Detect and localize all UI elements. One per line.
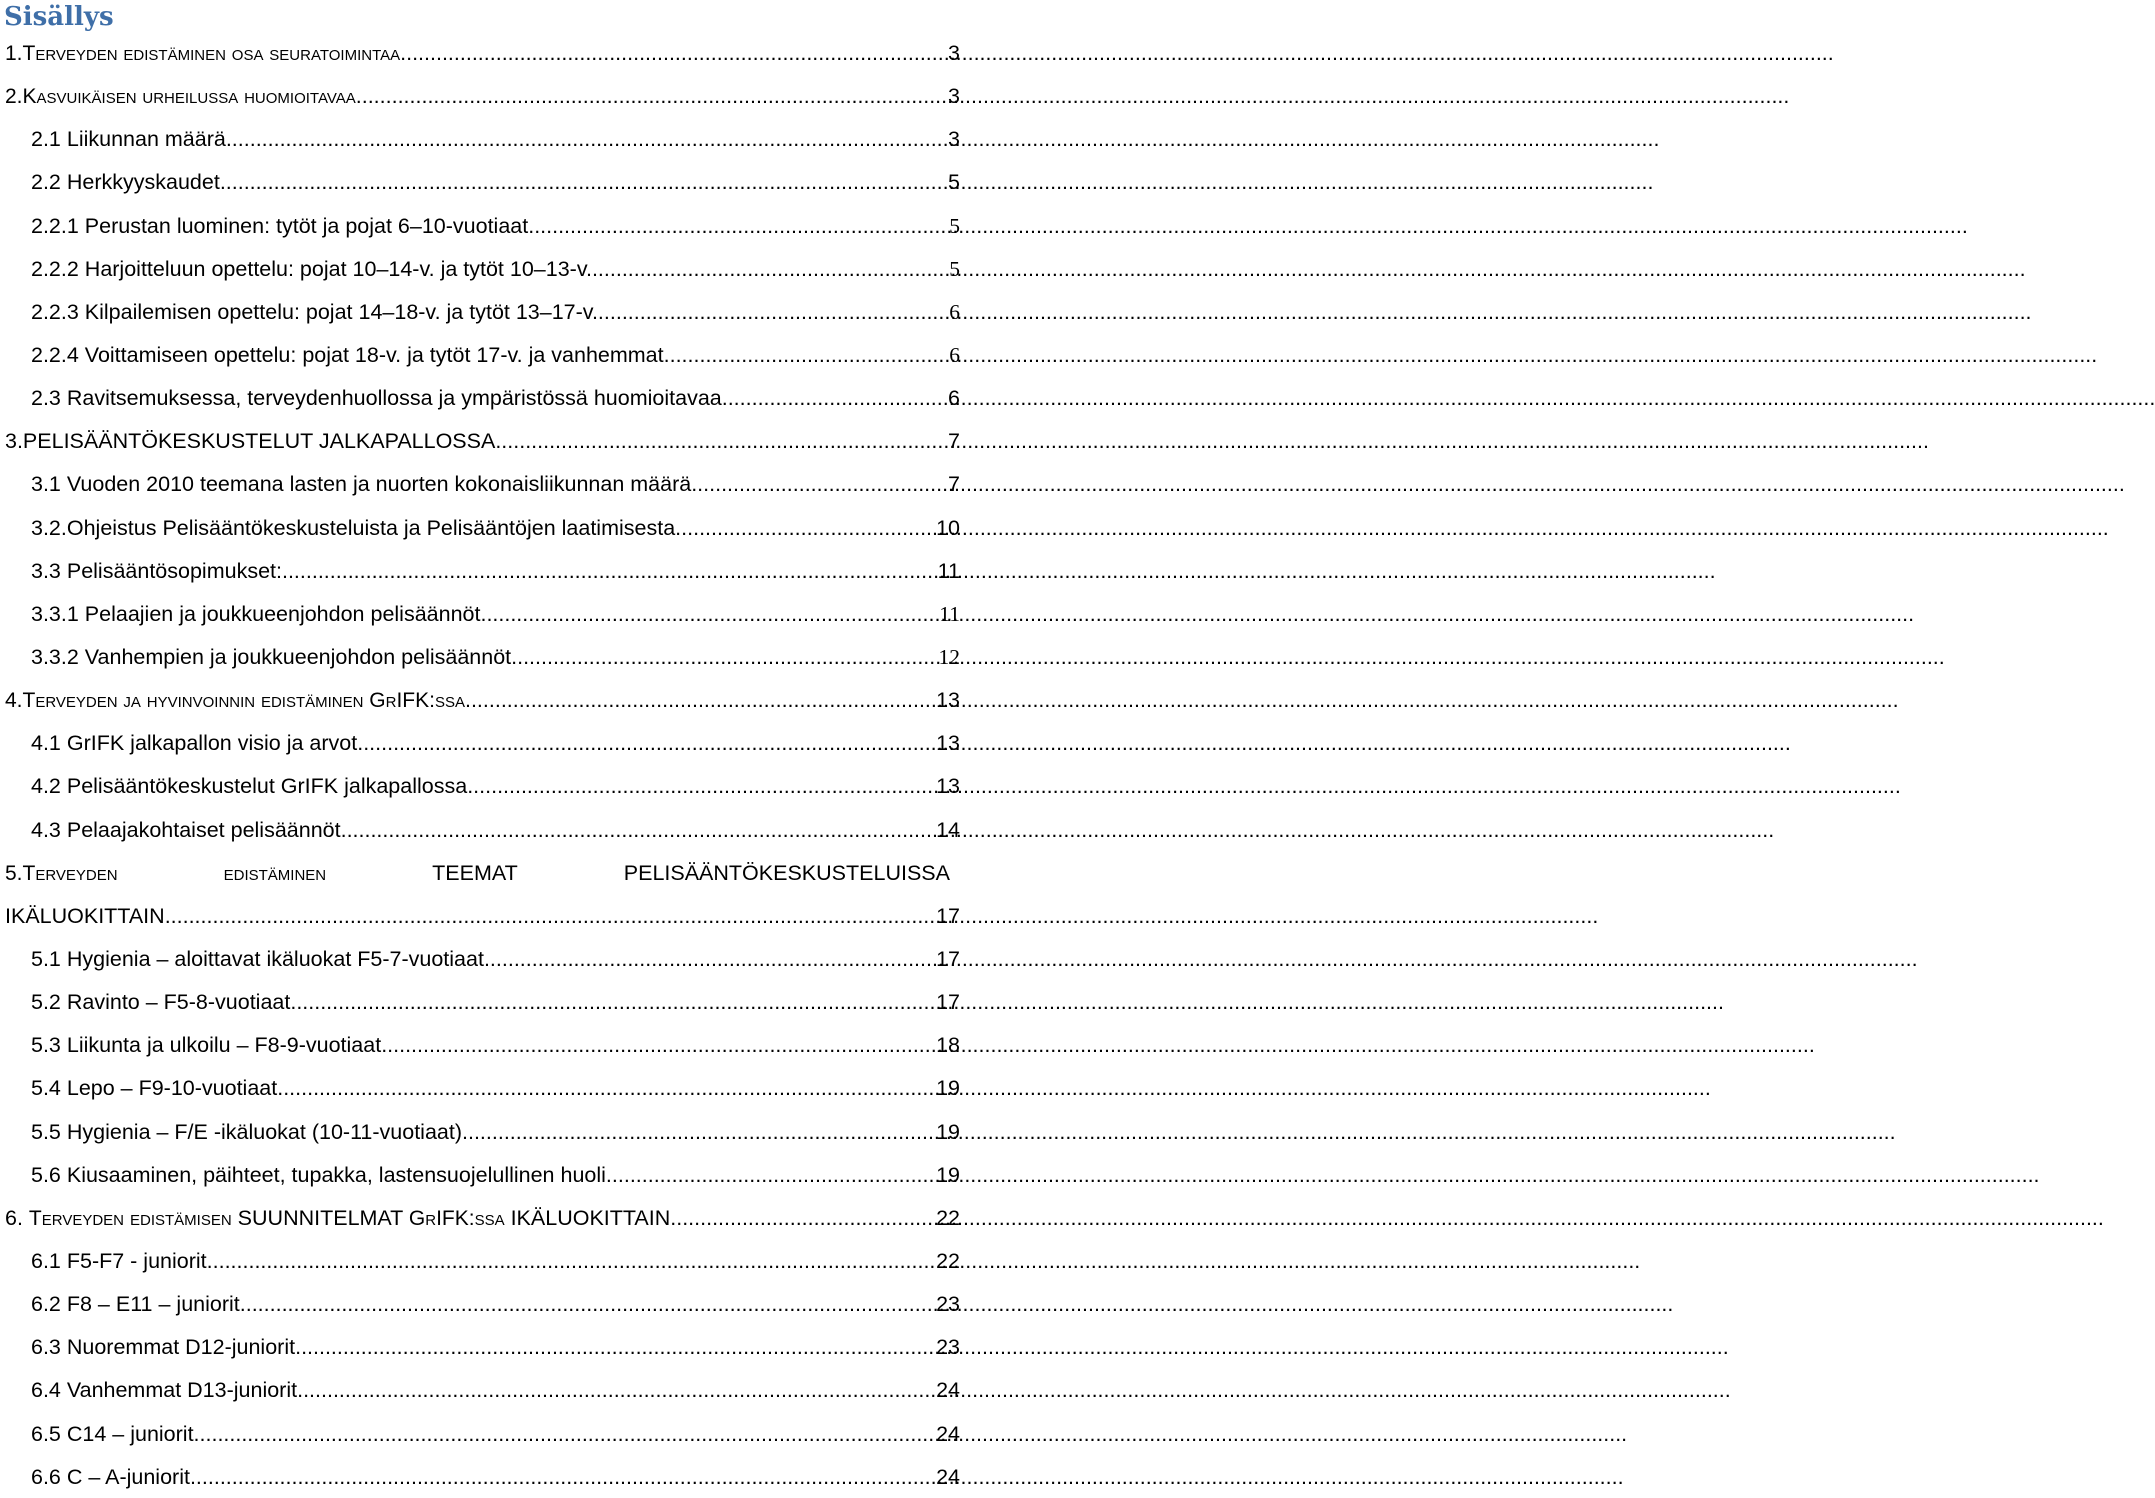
- toc-entry-label: 3.3 Pelisääntösopimukset:: [31, 558, 282, 583]
- toc-entry[interactable]: [0, 980, 960, 1023]
- toc-dot-leader: [220, 167, 947, 197]
- toc-entry-label: 3.3.2 Vanhempien ja joukkueenjohdon pelisäännöt: [31, 644, 512, 669]
- toc-entry[interactable]: [0, 635, 960, 678]
- toc-dot-leader: [356, 81, 947, 111]
- toc-entry[interactable]: [0, 1066, 960, 1109]
- toc-page-number: 5: [949, 256, 960, 281]
- toc-entry-label: 5.1 Hygienia – aloittavat ikäluokat F5-7-vuotiaat: [31, 946, 484, 971]
- toc-page-number: 5: [948, 170, 960, 195]
- toc-page-number: 17: [936, 903, 960, 928]
- toc-entry-label: 2.1 Liikunnan määrä: [31, 127, 226, 152]
- toc-entry-label: 5.2 Ravinto – F5-8-vuotiaat: [31, 990, 291, 1015]
- toc-dot-leader: [598, 297, 948, 327]
- toc-entry-label: 4.1 GrIFK jalkapallon visio ja arvot: [31, 731, 358, 756]
- toc-dot-leader: [297, 1375, 935, 1405]
- toc-entry[interactable]: [0, 678, 960, 721]
- toc-entry-label: 3.3.1 Pelaajien ja joukkueenjohdon pelisäännöt: [31, 601, 481, 626]
- toc-entry-label: 2.Kasvuikäisen urheilussa huomioitavaa: [5, 85, 356, 109]
- toc-entry[interactable]: [0, 506, 960, 549]
- toc-dot-leader: [290, 987, 935, 1017]
- toc-dot-leader: [465, 685, 935, 715]
- toc-dot-leader: [670, 1203, 935, 1233]
- toc-page-number: 24: [936, 1464, 960, 1489]
- toc-page-number: 11: [939, 601, 960, 626]
- toc-entry[interactable]: [0, 1196, 960, 1239]
- toc-page-number: 22: [936, 1248, 960, 1273]
- toc-entry[interactable]: [0, 117, 960, 160]
- toc-page-number: 14: [936, 817, 960, 842]
- toc-dot-leader: [511, 642, 937, 672]
- toc-page-number: 6: [949, 342, 960, 367]
- toc-dot-leader: [295, 1332, 935, 1362]
- toc-page-number: 7: [948, 472, 960, 497]
- toc-entry-5-line1: [0, 851, 950, 894]
- toc-dot-leader: [357, 728, 935, 758]
- toc-entry[interactable]: [0, 290, 960, 333]
- toc-page-number: 3: [948, 84, 960, 109]
- toc-entry[interactable]: [0, 462, 960, 505]
- toc-entry-label: 3.PELISÄÄNTÖKESKUSTELUT JALKAPALLOSSA: [5, 429, 496, 454]
- toc-entry-label: 5.5 Hygienia – F/E -ikäluokat (10-11-vuotiaat): [31, 1119, 463, 1144]
- toc-dot-leader: [534, 211, 948, 241]
- toc-page-number: 24: [936, 1421, 960, 1446]
- toc-entry-label: 2.2.1 Perustan luominen: tytöt ja pojat 6–10-vuotiaat.: [31, 213, 535, 238]
- toc-entry-5-word: PELISÄÄNTÖKESKUSTELUISSA: [623, 860, 950, 885]
- toc-page-number: 24: [936, 1378, 960, 1403]
- toc-entry[interactable]: [0, 764, 960, 807]
- table-of-contents: [0, 31, 960, 1498]
- toc-dot-leader: [495, 426, 947, 456]
- toc-entry-label: 2.2 Herkkyyskaudet: [31, 170, 220, 195]
- toc-entry[interactable]: [0, 721, 960, 764]
- toc-entry[interactable]: [0, 333, 960, 376]
- toc-dot-leader: [341, 815, 935, 845]
- toc-page-number: 12: [938, 644, 960, 669]
- toc-page-number: 19: [936, 1162, 960, 1187]
- toc-entry[interactable]: [0, 1412, 960, 1455]
- toc-dot-leader: [282, 556, 937, 586]
- toc-entry-5[interactable]: [0, 851, 960, 937]
- toc-entry-label: 6.5 C14 – juniorit: [31, 1421, 194, 1446]
- toc-page-number: 22: [936, 1205, 960, 1230]
- toc-dot-leader: [381, 1030, 935, 1060]
- toc-entry[interactable]: [0, 376, 960, 419]
- toc-entry-label: 3.2.Ohjeistus Pelisääntökeskusteluista ja Pelisääntöjen laatimisesta: [31, 515, 676, 540]
- toc-dot-leader: [467, 771, 935, 801]
- toc-dot-leader: [194, 1419, 936, 1449]
- toc-entry-5-line2: [0, 894, 960, 937]
- toc-entry-5-word: 5.Terveyden: [5, 861, 118, 885]
- toc-entry[interactable]: [0, 247, 960, 290]
- toc-entry-label: 5.6 Kiusaaminen, päihteet, tupakka, lastensuojelullinen huoli: [31, 1162, 606, 1187]
- toc-entry-label: 5.4 Lepo – F9-10-vuotiaat: [31, 1076, 278, 1101]
- toc-page-number: 3: [948, 41, 960, 65]
- toc-page-number: 6: [948, 386, 960, 411]
- toc-page-number: 6: [949, 299, 960, 324]
- toc-page-number: 13: [936, 688, 960, 713]
- toc-page-number: 18: [936, 1033, 960, 1058]
- toc-entry[interactable]: [0, 1239, 960, 1282]
- toc-entry[interactable]: [0, 549, 960, 592]
- toc-entry-label: 4.3 Pelaajakohtaiset pelisäännöt: [31, 817, 341, 842]
- toc-entry-label: 3.1 Vuoden 2010 teemana lasten ja nuorten kokonaisliikunnan määrä: [31, 472, 692, 497]
- toc-dot-leader: [400, 38, 947, 68]
- toc-page-number: 10: [936, 515, 960, 540]
- toc-dot-leader: [190, 1462, 935, 1492]
- toc-entry[interactable]: [0, 592, 960, 635]
- toc-entry[interactable]: [0, 1368, 960, 1411]
- toc-dot-leader: [240, 1289, 935, 1319]
- toc-entry-label: 6. Terveyden edistämisen SUUNNITELMAT GrIFK:ssa IKÄLUOKITTAIN: [5, 1205, 671, 1230]
- toc-entry-label: 6.4 Vanhemmat D13-juniorit: [31, 1378, 298, 1403]
- toc-dot-leader: [691, 469, 947, 499]
- toc-entry[interactable]: [0, 1110, 960, 1153]
- toc-entry-label: 5.3 Liikunta ja ulkoilu – F8-9-vuotiaat: [31, 1033, 382, 1058]
- toc-entry[interactable]: [0, 808, 960, 851]
- toc-dot-leader: [207, 1246, 935, 1276]
- toc-entry[interactable]: [0, 1153, 960, 1196]
- toc-dot-leader: [484, 944, 935, 974]
- toc-entry-label: 4.Terveyden ja hyvinvoinnin edistäminen GrIFK:ssa: [5, 689, 465, 713]
- toc-entry-label: 1.Terveyden edistäminen osa seuratoimintaa: [5, 42, 401, 65]
- toc-entry[interactable]: [0, 160, 960, 203]
- toc-page-number: 17: [936, 946, 960, 971]
- toc-entry[interactable]: [0, 1455, 960, 1498]
- toc-entry-label: 2.2.2 Harjoitteluun opettelu: pojat 10–14-v. ja tytöt 10–13-v.: [31, 256, 592, 281]
- toc-entry[interactable]: [0, 937, 960, 980]
- toc-entry-5-word: edistäminen: [223, 861, 327, 885]
- toc-entry-label: 6.2 F8 – E11 – juniorit: [31, 1292, 240, 1317]
- toc-entry[interactable]: [0, 419, 960, 462]
- toc-dot-leader: [165, 901, 935, 931]
- toc-page-number: 13: [936, 774, 960, 799]
- toc-entry[interactable]: [0, 1023, 960, 1066]
- toc-dot-leader: [664, 340, 949, 370]
- toc-title: Sisällys: [4, 2, 114, 32]
- toc-entry-label: 2.2.4 Voittamiseen opettelu: pojat 18-v. ja tytöt 17-v. ja vanhemmat: [31, 342, 664, 367]
- toc-entry[interactable]: [0, 1282, 960, 1325]
- toc-entry[interactable]: [0, 31, 960, 74]
- toc-page-number: 17: [936, 990, 960, 1015]
- toc-dot-leader: [462, 1117, 935, 1147]
- toc-dot-leader: [722, 383, 947, 413]
- toc-dot-leader: [226, 124, 947, 154]
- toc-entry-label: 6.3 Nuoremmat D12-juniorit: [31, 1335, 296, 1360]
- toc-entry-label: 4.2 Pelisääntökeskustelut GrIFK jalkapallossa: [31, 774, 468, 799]
- toc-entry-label: 6.6 C – A-juniorit: [31, 1464, 190, 1489]
- toc-entry-label: 2.2.3 Kilpailemisen opettelu: pojat 14–18-v. ja tytöt 13–17-v.: [31, 299, 598, 324]
- toc-entry-label: IKÄLUOKITTAIN: [5, 903, 165, 928]
- toc-entry-label: 2.3 Ravitsemuksessa, terveydenhuollossa ja ympäristössä huomioitavaa: [31, 386, 722, 411]
- toc-dot-leader: [592, 254, 948, 284]
- toc-page-number: 13: [936, 731, 960, 756]
- toc-entry[interactable]: [0, 74, 960, 117]
- toc-page-number: 5: [949, 213, 960, 238]
- toc-entry-5-word: TEEMAT: [432, 860, 518, 885]
- toc-dot-leader: [480, 599, 938, 629]
- toc-dot-leader: [675, 513, 935, 543]
- toc-entry-label: 6.1 F5-F7 - juniorit: [31, 1248, 207, 1273]
- toc-page-number: 3: [948, 127, 960, 152]
- toc-entry[interactable]: [0, 204, 960, 247]
- toc-page-number: 23: [936, 1335, 960, 1360]
- toc-page-number: 7: [948, 429, 960, 454]
- toc-dot-leader: [606, 1160, 935, 1190]
- toc-entry[interactable]: [0, 1325, 960, 1368]
- toc-page-number: 19: [936, 1119, 960, 1144]
- toc-dot-leader: [277, 1073, 935, 1103]
- toc-page-number: 11: [937, 558, 960, 583]
- toc-page-number: 19: [936, 1076, 960, 1101]
- toc-page-number: 23: [936, 1292, 960, 1317]
